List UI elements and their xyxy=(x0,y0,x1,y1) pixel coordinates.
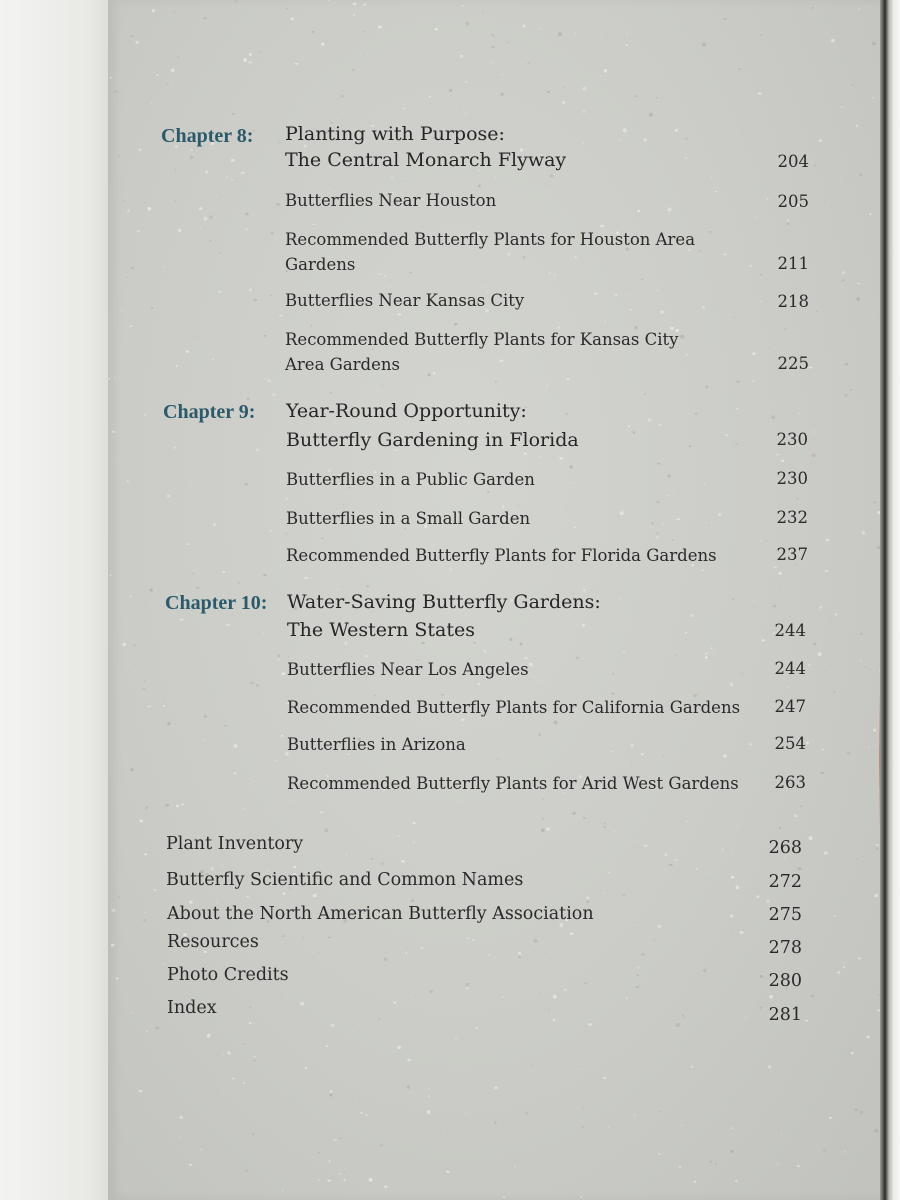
toc-entry: Recommended Butterfly Plants for Florida Gardens xyxy=(286,546,717,565)
chapter-10-label: Chapter 10: xyxy=(165,592,268,614)
back-matter-page: 278 xyxy=(768,938,802,958)
toc-entry: Butterflies in a Public Garden xyxy=(286,470,535,489)
toc-entry: Recommended Butterfly Plants for Arid West Gardens xyxy=(287,774,739,793)
chapter-9-page: 230 xyxy=(776,430,808,449)
chapter-10-title-line-2: The Western States xyxy=(287,619,476,641)
toc-entry-continued: Gardens xyxy=(285,255,356,274)
toc-entry: Butterflies Near Kansas City xyxy=(285,291,525,310)
toc-entry: Butterflies in a Small Garden xyxy=(286,509,531,528)
back-matter-item: Plant Inventory xyxy=(166,834,304,854)
toc-entry: Butterflies Near Los Angeles xyxy=(287,660,529,679)
toc-entry-page: 205 xyxy=(777,192,809,211)
chapter-10-page: 244 xyxy=(774,621,806,640)
chapter-9-label: Chapter 9: xyxy=(163,401,256,423)
toc-entry-page: 263 xyxy=(774,773,806,792)
chapter-8-page: 204 xyxy=(777,152,809,171)
toc-entry-page: 225 xyxy=(777,354,809,373)
toc-entry-page: 237 xyxy=(776,545,808,564)
back-matter-page: 272 xyxy=(768,872,802,892)
toc-entry-page: 244 xyxy=(774,659,806,678)
back-matter-page: 275 xyxy=(768,905,802,925)
chapter-8-title-line-1: Planting with Purpose: xyxy=(285,123,505,145)
toc-entry-page: 232 xyxy=(776,508,808,527)
chapter-8-label: Chapter 8: xyxy=(161,125,254,147)
toc-entry-page: 211 xyxy=(777,254,809,273)
toc-entry-page: 230 xyxy=(776,469,808,488)
toc-entry: Butterflies in Arizona xyxy=(287,735,466,754)
chapter-9-title-line-2: Butterfly Gardening in Florida xyxy=(286,429,579,451)
back-matter-item: Index xyxy=(167,998,217,1018)
toc-entry: Recommended Butterfly Plants for Kansas City xyxy=(285,330,679,349)
toc-entry-page: 218 xyxy=(777,292,809,311)
back-matter-item: Resources xyxy=(167,932,259,952)
toc-entry: Recommended Butterfly Plants for Houston Area xyxy=(285,230,696,249)
chapter-8-title-line-2: The Central Monarch Flyway xyxy=(285,149,567,171)
toc-entry: Recommended Butterfly Plants for California Gardens xyxy=(287,698,741,717)
back-matter-page: 281 xyxy=(768,1005,802,1025)
back-matter-item: Photo Credits xyxy=(167,965,289,985)
toc-entry-page: 254 xyxy=(774,734,806,753)
back-matter-page: 268 xyxy=(768,838,802,858)
chapter-9-title-line-1: Year-Round Opportunity: xyxy=(286,400,527,422)
back-matter-page: 280 xyxy=(768,971,802,991)
toc-entry-continued: Area Gardens xyxy=(285,355,400,374)
toc-entry: Butterflies Near Houston xyxy=(285,191,497,210)
back-matter-item: Butterfly Scientific and Common Names xyxy=(166,870,524,890)
chapter-10-title-line-1: Water-Saving Butterfly Gardens: xyxy=(287,591,601,613)
toc-entry-page: 247 xyxy=(774,697,806,716)
back-matter-item: About the North American Butterfly Association xyxy=(167,904,594,924)
